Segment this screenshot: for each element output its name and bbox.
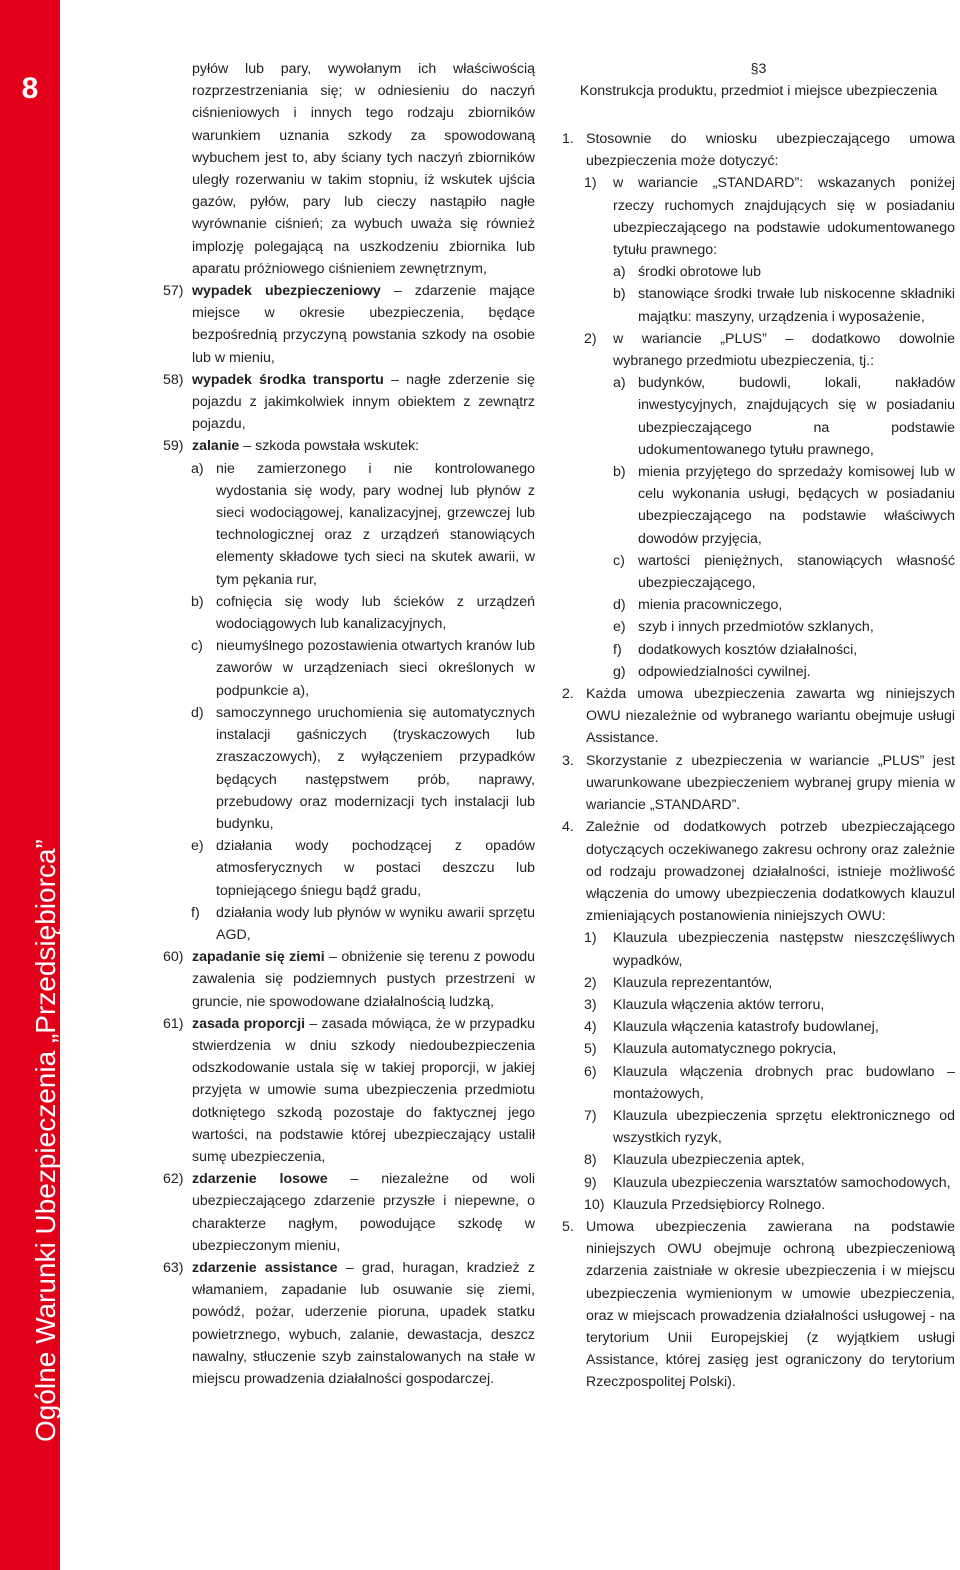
paragraph-1-point-2-d: d) mienia pracowniczego, [613,597,783,614]
definition-60: 60) zapadanie się ziemi – obniżenie się terenu z powodu zawalenia się podziemnych pustych przestrzeni w gruncie, nie spowodowane działalnością ludzką, [163,949,535,1010]
definition-59-d: d) samoczynnego uruchomienia się automatycznych instalacji gaśniczych (tryskaczowych lub zraszaczowych), z wyłączeniem przypadków będących następstwem prób, naprawy, przebudowy oraz modernizacji tych instalacji lub budynku, [191,704,535,832]
section-title: Konstrukcja produktu, przedmiot i miejsce ubezpieczenia [579,83,938,99]
paragraph-5: 5. Umowa ubezpieczenia zawierana na podstawie niniejszych OWU obejmuje ochroną ubezpieczeniową zdarzenia zaistniałe w okresie ubezpieczenia i w miejscu ubezpieczenia wymienionym w umowie ubezpieczenia, oraz w miejscach prowadzenia działalności usługowej - na terytorium Unii Europejskiej (z wyjątkiem usługi Assistance, której zasięg jest ograniczony do terytorium Rzeczpospolitej Polski). [562,1218,955,1391]
clause-6: 6) Klauzula włączenia drobnych prac budowlano – montażowych, [584,1063,955,1102]
definition-59-c: c) nieumyślnego pozostawienia otwartych kranów lub zaworów w urządzeniach sieci określonych w podpunkcie a), [191,638,535,699]
sidebar [0,0,60,1570]
definition-62: 62) zdarzenie losowe – niezależne od woli ubezpieczającego zdarzenie przyszłe i niepewne, o charakterze nagłym, powodujące szkodę w ubezpieczonym mieniu, [163,1171,535,1254]
paragraph-1-point-2-c: c) wartości pieniężnych, stanowiących własność ubezpieczającego, [613,552,955,592]
clause-9: 9) Klauzula ubezpieczenia warsztatów samochodowych, [584,1174,951,1191]
paragraph-1-point-2-g: g) odpowiedzialności cywilnej. [613,663,811,680]
clause-4: 4) Klauzula włączenia katastrofy budowlanej, [584,1019,879,1036]
page-number: 8 [21,72,39,105]
paragraph-1-point-2-f: f) dodatkowych kosztów działalności, [613,641,858,658]
paragraph-1-point-2-e: e) szyb i innych przedmiotów szklanych, [613,619,874,636]
paragraph-1-point-2: 2) w wariancie „PLUS” – dodatkowo dowolnie wybranego przedmiotu ubezpieczenia, tj.: [584,330,955,370]
definition-59-e: e) działania wody pochodzącej z opadów atmosferycznych w postaci deszczu lub topniejącego śniegu bądź gradu, [191,838,535,899]
clause-10: 10) Klauzula Przedsiębiorcy Rolnego. [584,1196,826,1213]
document-title: Ogólne Warunki Ubezpieczenia „Przedsiębiorca” [30,839,61,1442]
paragraph-1-point-1: 1) w wariancie „STANDARD”: wskazanych poniżej rzeczy ruchomych znajdujących się w posiadaniu ubezpieczającego na podstawie udokumentowanego tytułu prawnego: [584,175,955,259]
paragraph-1-point-2-b: b) mienia przyjętego do sprzedaży komisowej lub w celu wykonania usługi, będących w posiadaniu ubezpieczającego na podstawie właściwych dowodów przyjęcia, [613,464,955,547]
definition-57: 57) wypadek ubezpieczeniowy – zdarzenie mające miejsce w okresie ubezpieczenia, będące bezpośrednią przyczyną powstania szkody na osobie lub w mieniu, [163,283,535,366]
right-column [562,58,955,1394]
clause-8: 8) Klauzula ubezpieczenia aptek, [584,1152,805,1169]
definition-59: 59) zalanie – szkoda powstała wskutek: [163,438,420,455]
definition-59-f: f) działania wody lub płynów w wyniku awarii sprzętu AGD, [191,904,535,943]
paragraph-1-point-1-b: b) stanowiące środki trwałe lub niskocenne składniki majątku: maszyny, urządzenia i wyposażenie, [613,286,955,325]
clause-7: 7) Klauzula ubezpieczenia sprzętu elektronicznego od wszystkich ryzyk, [584,1107,955,1147]
paragraph-1-point-2-a: a) budynków, budowli, lokali, nakładów inwestycyjnych, znajdujących się w posiadaniu ubezpieczającego na podstawie udokumentowanego tytułu prawnego, [613,375,955,458]
left-column [163,58,535,1390]
clause-3: 3) Klauzula włączenia aktów terroru, [584,996,825,1013]
section-symbol: §3 [750,61,767,77]
paragraph-4: 4. Zależnie od dodatkowych potrzeb ubezpieczającego dotyczących oczekiwanego zakresu ochrony oraz zależnie od rodzaju prowadzonej działalności, istnieje możliwość włączenia do umowy ubezpieczenia dodatkowych klauzul zmieniających postanowienia niniejszych OWU: [562,819,955,925]
paragraph-3: 3. Skorzystanie z ubezpieczenia w wariancie „PLUS” jest uwarunkowane ubezpieczeniem wybranej grupy mienia w wariancie „STANDARD”. [562,752,955,814]
definition-63: 63) zdarzenie assistance – grad, huragan, kradzież z włamaniem, zapadanie lub osuwanie się ziemi, powódź, pożar, uderzenie pioruna, upadek statku powietrznego, wybuch, zalanie, dewastacja, deszcz nawalny, stłuczenie szyb zainstalowanych na stałe w miejscu prowadzenia działalności gospodarczej. [163,1259,535,1387]
clause-1: 1) Klauzula ubezpieczenia następstw nieszczęśliwych wypadków, [584,930,955,969]
clause-5: 5) Klauzula automatycznego pokrycia, [584,1041,837,1058]
continuation-text: pyłów lub pary, wywołanym ich właściwością rozprzestrzeniania się; w odniesieniu do naczyń ciśnieniowych i innych tego rodzaju zbiorników warunkiem uznania szkody za spowodowaną wybuchem jest to, aby ściany tych naczyń zbiorników uległy rozerwaniu w takim stopniu, iż wskutek ujścia gazów, pyłów, pary lub cieczy nastąpiło nagłe wyrównanie ciśnień; za wybuch uważa się również implozję polegającą na uszkodzeniu zbiornika lub aparatu próżniowego ciśnieniem zewnętrznym, [192,61,535,277]
paragraph-1: 1. Stosownie do wniosku ubezpieczającego umowa ubezpieczenia może dotyczyć: [562,131,955,170]
paragraph-2: 2. Każda umowa ubezpieczenia zawarta wg niniejszych OWU niezależnie od wybranego wariantu obejmuje usługi Assistance. [562,686,955,747]
paragraph-1-point-1-a: a) środki obrotowe lub [613,264,762,281]
definition-58: 58) wypadek środka transportu – nagłe zderzenie się pojazdu z jakimkolwiek innym obiektem z zewnątrz pojazdu, [163,371,535,433]
definition-59-b: b) cofnięcia się wody lub ścieków z urządzeń wodociągowych lub kanalizacyjnych, [191,593,535,633]
definition-59-a: a) nie zamierzonego i nie kontrolowanego wydostania się wody, pary wodnej lub płynów z sieci wodociągowej, kanalizacyjnej, grzewczej lub technologicznej oraz z urządzeń stanowiących elementy składowe tych sieci na skutek awarii, w tym pękania rur, [191,460,535,588]
definition-61: 61) zasada proporcji – zasada mówiąca, że w przypadku stwierdzenia w dniu szkody niedoubezpieczenia odszkodowanie ustala się w takiej proporcji, w jakiej przyjęta w umowie suma ubezpieczenia przedmiotu dotkniętego szkodą pozostaje do faktycznej jego wartości, na podstawie której ubezpieczający ustalił sumę ubezpieczenia, [163,1015,536,1165]
clause-2: 2) Klauzula reprezentantów, [584,974,773,991]
section-heading [562,58,955,102]
